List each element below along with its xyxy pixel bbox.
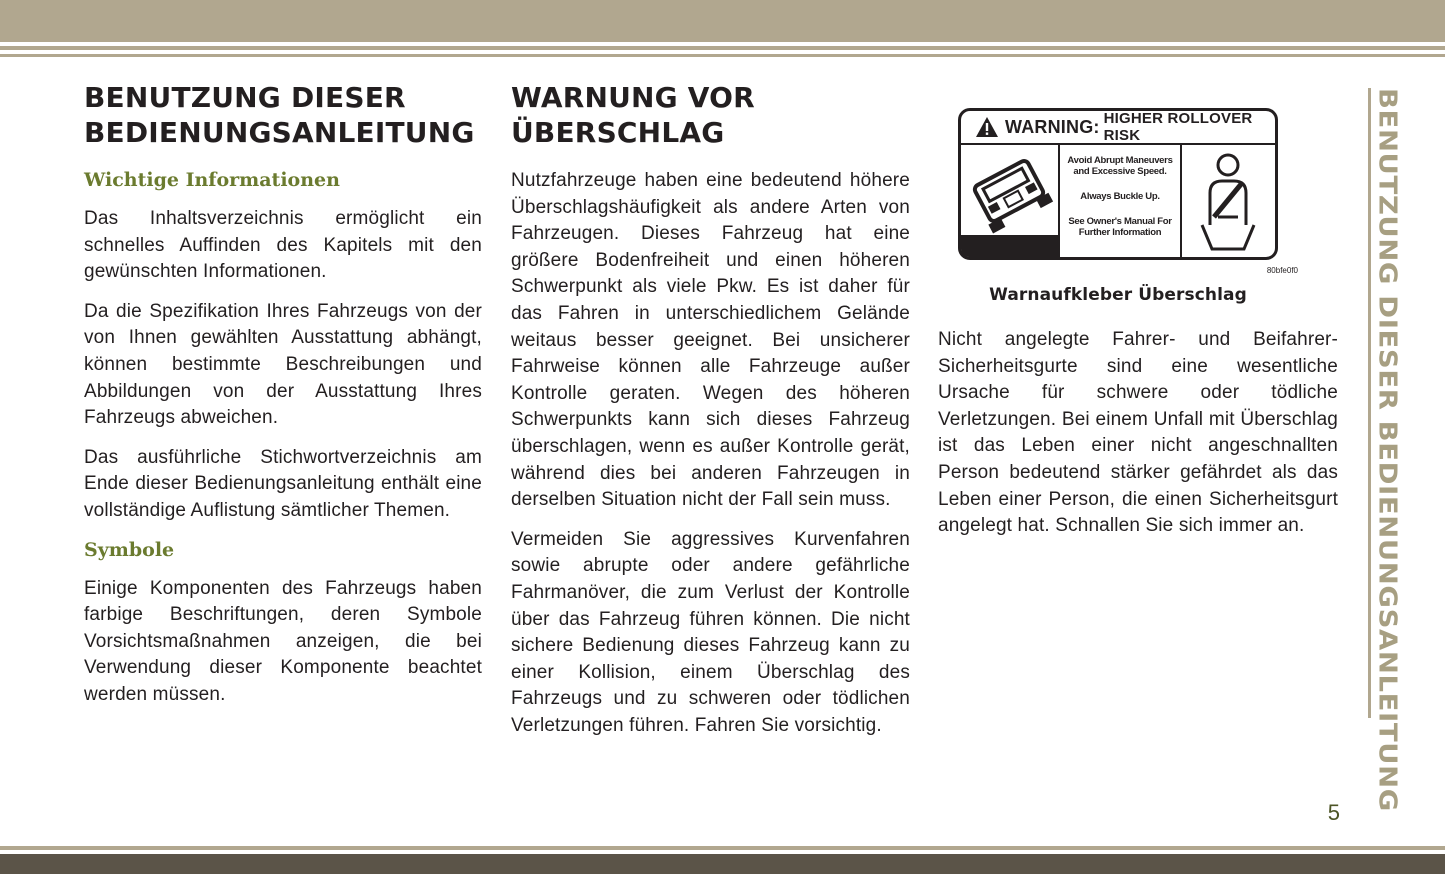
side-chapter-title: BENUTZUNG DIESER BEDIENUNGSANLEITUNG (1373, 88, 1403, 812)
paragraph: Da die Spezifikation Ihres Fahrzeugs von der von Ihnen gewählten Ausstattung abhängt, können bestimmte Beschreibungen und Abbildungen von der Ausstattung Ihres Fahrzeugs abweichen. (84, 300, 482, 429)
label-ground-bar (961, 235, 1058, 257)
column-right (938, 108, 1338, 553)
label-rollover-pictogram (961, 145, 1060, 257)
side-tab-rule (1368, 88, 1371, 718)
paragraph: Einige Komponenten des Fahrzeugs haben farbige Beschriftungen, deren Symbole Vorsichtsmaßnahmen anzeigen, die bei Verwendung dieser Komponente beachtet werden müssen. (84, 577, 482, 705)
top-rule (0, 46, 1445, 50)
top-rule-thin (0, 54, 1445, 57)
paragraph: Vermeiden Sie aggressives Kurvenfahren sowie abrupte oder andere gefährliche Fahrmanöver, die zum Verlust der Kontrolle über das Fahrzeug führen können. Die nicht sichere Bedienung dieses Fahrzeug kann zu einer Kollision, einem Überschlag des Fahrzeugs und zu schweren oder tödlichen Verletzungen führen. Fahren Sie vorsichtig. (511, 528, 910, 736)
label-risk-text: HIGHER ROLLOVER RISK (1103, 110, 1253, 144)
paragraph: Das Inhaltsverzeichnis ermöglicht ein schnelles Auffinden des Kapitels mit den gewünschten Informationen. (84, 208, 482, 283)
column-middle (511, 80, 910, 752)
section-heading-manual: BENUTZUNG DIESER BEDIENUNGSANLEITUNG (84, 81, 475, 149)
rollover-warning-label (958, 108, 1278, 260)
paragraph: Nutzfahrzeuge haben eine bedeutend höhere Überschlagshäufigkeit als andere Arten von Fahrzeugen. Dieses Fahrzeug hat eine größere Bodenfreiheit und einen höheren Schwerpunkt als viele Pkw. Es ist daher für das Fahren in unterschiedlichem Gelände weitaus besser geeignet. Bei unsicherer Fahrweise können alle Fahrzeuge außer Kontrolle geraten. Wegen des höheren Schwerpunkts kann sich dieses Fahrzeug überschlagen, wenn es außer Kontrolle gerät, während dies bei anderen Fahrzeugen in derselben Situation nicht der Fall sein muss. (511, 170, 910, 511)
bottom-rule (0, 846, 1445, 850)
page-number: 5 (1327, 800, 1340, 825)
subheading-important-info: Wichtige Informationen (84, 169, 340, 191)
label-line-manual: See Owner's Manual For Further Information (1068, 216, 1172, 238)
column-left (84, 80, 482, 722)
label-line-avoid: Avoid Abrupt Maneuvers and Excessive Speed. (1067, 155, 1173, 177)
label-header (961, 111, 1275, 145)
paragraph: Das ausführliche Stichwortverzeichnis am Ende dieser Bedienungsanleitung enthält eine vollständige Auflistung sämtlicher Themen. (84, 446, 482, 521)
warning-triangle-icon (975, 116, 999, 138)
bottom-band (0, 854, 1445, 874)
label-seatbelt-pictogram (1182, 145, 1275, 257)
section-heading-rollover: WARNUNG VOR ÜBERSCHLAG (511, 81, 755, 149)
label-warning-word: WARNING: (1005, 116, 1100, 137)
rolling-vehicle-icon (961, 145, 1058, 235)
label-instructions (1060, 145, 1182, 257)
label-line-buckle: Always Buckle Up. (1080, 191, 1160, 202)
figure-caption: Warnaufkleber Überschlag (989, 285, 1247, 305)
seatbelt-person-icon (1182, 145, 1275, 255)
paragraph: Nicht angelegte Fahrer- und Beifahrer-Sicherheitsgurte sind eine wesentliche Ursache für schwere oder tödliche Verletzungen. Bei einem Unfall mit Überschlag ist das Leben einer nicht angeschnallten Person bedeutend stärker gefährdet als das Leben einer Person, die einen Sicherheitsgurt angelegt hat. Schnallen Sie sich immer an. (938, 329, 1338, 537)
subheading-symbols: Symbole (84, 538, 175, 561)
figure-id: 80bfe0f0 (1266, 266, 1298, 275)
top-band (0, 0, 1445, 42)
